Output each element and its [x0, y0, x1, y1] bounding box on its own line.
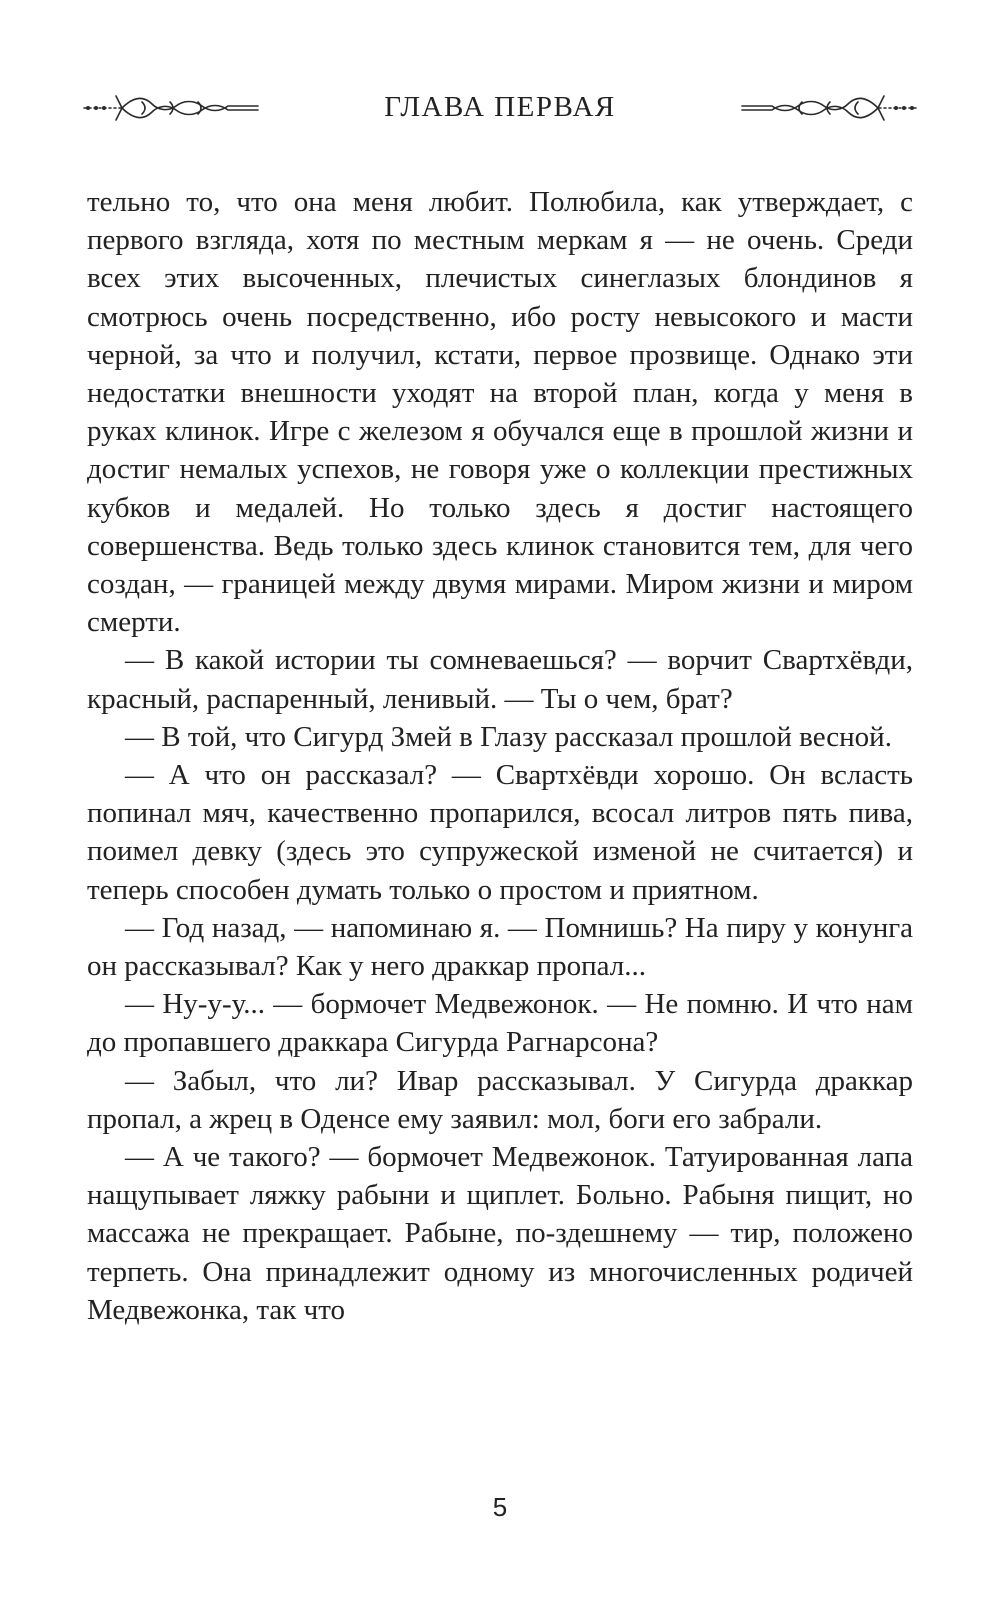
page-number: 5 — [492, 1492, 508, 1522]
running-header — [0, 78, 1000, 138]
flourish-ornament-icon — [738, 88, 918, 128]
paragraph: — В той, что Сигурд Змей в Глазу рассказал прошлой весной. — [125, 720, 892, 753]
page-body-text — [87, 183, 913, 1329]
paragraph: — А что он рассказал? — Свартхёвди хорошо. Он всласть попинал мяч, качественно пропарился, всосал литров пять пива, поимел девку (здесь это супружеской изменой не считается) и теперь способен думать только о простом и приятном. — [87, 759, 913, 906]
paragraph: — В какой истории ты сомневаешься? — ворчит Свартхёвди, красный, распаренный, ленивый. — Ты о чем, брат? — [87, 644, 913, 715]
paragraph: — Год назад, — напоминаю я. — Помнишь? На пиру у конунга он рассказывал? Как у него драккар пропал... — [87, 911, 913, 983]
paragraph: — А че такого? — бормочет Медвежонок. Татуированная лапа нащупывает ляжку рабыни и щиплет. Больно. Рабыня пищит, но массажа не прекращает. Рабыне, по-здешнему — тир, положено терпеть. Она принадлежит одному из многочисленных родичей Медвежонка, так что — [87, 1141, 913, 1326]
paragraph: — Ну-у-у... — бормочет Медвежонок. — Не помню. И что нам до пропавшего драккара Сигурда Рагнарсона? — [87, 988, 913, 1059]
chapter-title: ГЛАВА ПЕРВАЯ — [384, 91, 616, 123]
paragraph: — Забыл, что ли? Ивар рассказывал. У Сигурда драккар пропал, а жрец в Оденсе ему заявил: мол, боги его забрали. — [87, 1064, 913, 1135]
paragraph: тельно то, что она меня любит. Полюбила, как утверждает, с первого взгляда, хотя по местным меркам я — не очень. Среди всех этих высоченных, плечистых синеглазых блондинов я смотрюсь очень посредственно, ибо росту невысокого и масти черной, за что и получил, кстати, первое прозвище. Однако эти недостатки внешности уходят на второй план, когда у меня в руках клинок. Игре с железом я обучался еще в прошлой жизни и достиг немалых успехов, не говоря уже о коллекции престижных кубков и медалей. Но только здесь я достиг настоящего совершенства. Ведь только здесь клинок становится тем, для чего создан, — границей между двумя мирами. Миром жизни и миром смерти. — [87, 186, 913, 639]
